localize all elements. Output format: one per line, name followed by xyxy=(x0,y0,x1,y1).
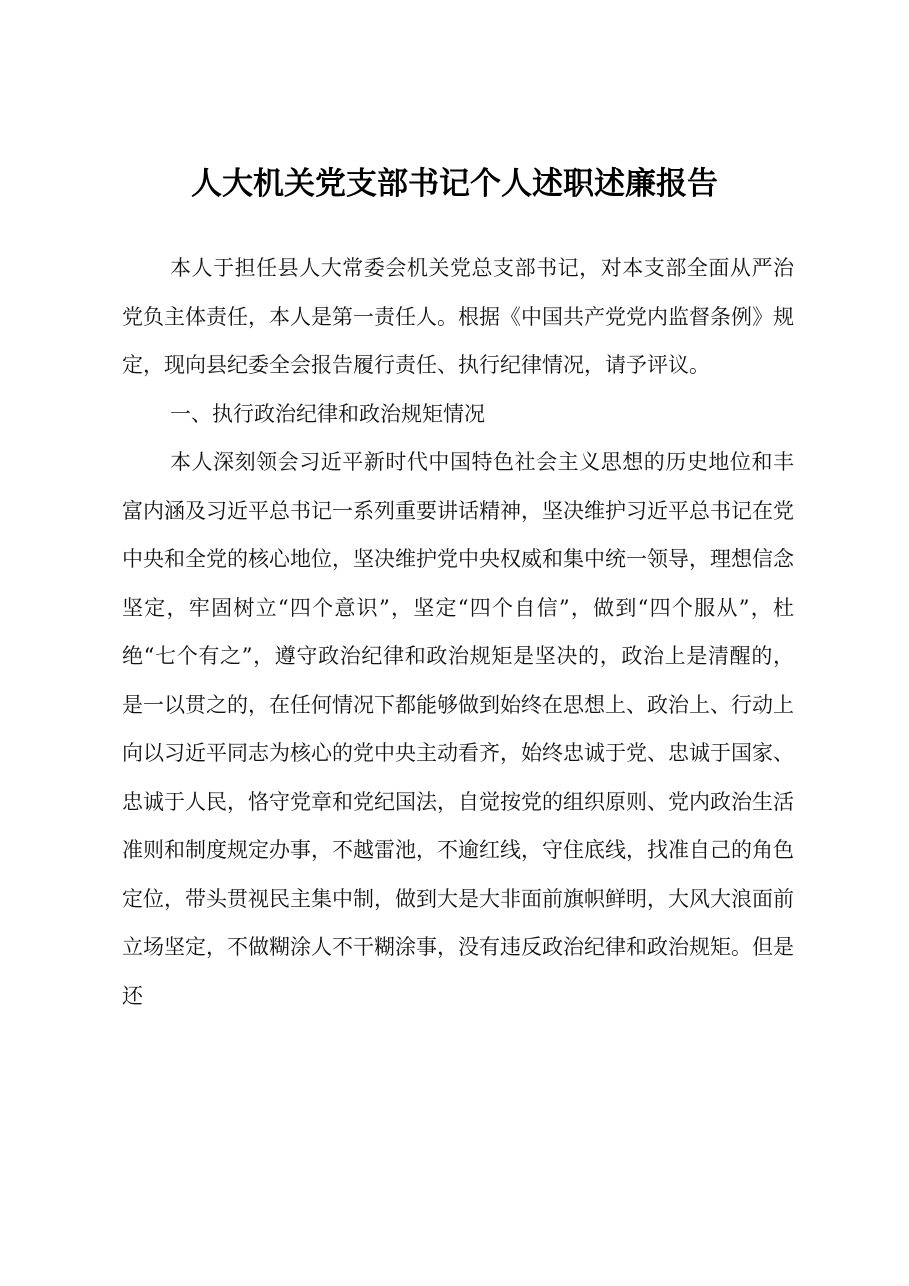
paragraph-intro: 本人于担任县人大常委会机关党总支部书记，对本支部全面从严治党负主体责任，本人是第一责任人。根据《中国共产党党内监督条例》规定，现向县纪委全会报告履行责任、执行纪律情况，请予评议。 xyxy=(122,256,794,377)
document-title: 人大机关党支部书记个人述职述廉报告 xyxy=(191,166,718,202)
paragraph-section-one: 本人深刻领会习近平新时代中国特色社会主义思想的历史地位和丰富内涵及习近平总书记一系列重要讲话精神，坚决维护习近平总书记在党中央和全党的核心地位，坚决维护党中央权威和集中统一领导，理想信念坚定，牢固树立“四个意识”，坚定“四个自信”，做到“四个服从”，杜绝“七个有之”，遵守政治纪律和政治规矩是坚决的，政治上是清醒的，是一以贯之的，在任何情况下都能够做到始终在思想上、政治上、行动上向以习近平同志为核心的党中央主动看齐，始终忠诚于党、忠诚于国家、忠诚于人民，恪守党章和党纪国法，自觉按党的组织原则、党内政治生活准则和制度规定办事，不越雷池，不逾红线，守住底线，找准自己的角色定位，带头贯视民主集中制，做到大是大非面前旗帜鲜明，大风大浪面前立场坚定，不做糊涂人不干糊涂事，没有违反政治纪律和政治规矩。但是还 xyxy=(122,450,794,1008)
section-heading: 一、执行政治纪律和政治规矩情况 xyxy=(170,401,485,426)
document-body xyxy=(122,244,794,1020)
